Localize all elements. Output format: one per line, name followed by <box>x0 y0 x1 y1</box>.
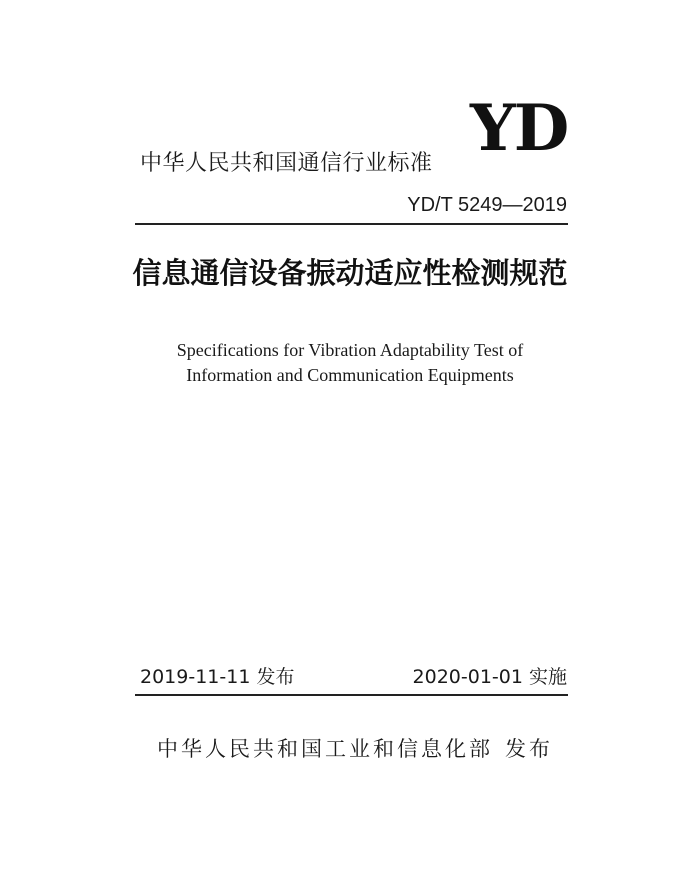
implementation-date: 2020-01-01 实施 <box>412 666 567 688</box>
bottom-divider <box>135 694 568 696</box>
top-divider <box>135 223 568 225</box>
standard-number: YD/T 5249—2019 <box>407 194 567 216</box>
document-title-chinese: 信息通信设备振动适应性检测规范 <box>132 256 568 290</box>
english-title-line-1: Specifications for Vibration Adaptability Test of <box>176 340 524 360</box>
document-title-english <box>0 338 700 388</box>
issue-date: 2019-11-11 发布 <box>140 666 295 688</box>
industry-standard-heading: 中华人民共和国通信行业标准 <box>140 151 433 176</box>
yd-logo: YD <box>470 91 568 166</box>
publisher-name: 中华人民共和国工业和信息化部 <box>157 737 493 761</box>
publish-label: 发布 <box>505 737 553 761</box>
english-title-line-2: Information and Communication Equipments <box>186 365 514 385</box>
